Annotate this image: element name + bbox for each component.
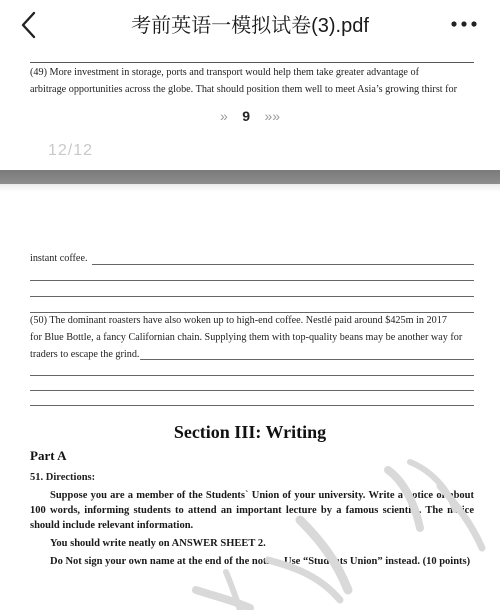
directions-label: 51. Directions:: [30, 472, 96, 483]
writing-directions: [30, 488, 474, 572]
answer-line: [92, 264, 474, 265]
question-49-line-2: arbitrage opportunities across the globe. That should position them well to meet Asia’s growing thirst for: [30, 84, 458, 95]
question-49-continuation: instant coffee.: [30, 253, 88, 264]
answer-line: [140, 359, 474, 360]
chevron-left-icon: [14, 8, 44, 42]
next-page-arrow[interactable]: »»: [264, 108, 281, 124]
page-indicator: [0, 108, 500, 128]
answer-line: [30, 375, 474, 376]
previous-page-arrow[interactable]: »: [219, 108, 228, 124]
directions-paragraph: Do Not sign your own name at the end of the notice. Use “Students Union” instead. (10 points): [50, 556, 471, 567]
more-options-button[interactable]: [450, 16, 478, 32]
app-top-bar: [0, 0, 500, 50]
answer-line: [30, 390, 474, 391]
directions-paragraph: Suppose you are a member of the Students` Union of your university. Write a notice of about 100 words, informing students to attend an important lecture by a famous scientist. The notice should include relevant information.: [30, 490, 474, 531]
section-title: Section III: Writing: [173, 422, 327, 442]
more-horizontal-icon: [450, 16, 478, 32]
document-title: 考前英语一模拟试卷(3).pdf: [131, 15, 369, 37]
question-50-line-3: traders to escape the grind.: [30, 349, 140, 360]
answer-line: [30, 62, 474, 63]
pdf-page-10[interactable]: [0, 184, 500, 610]
page-number: 9: [242, 108, 250, 124]
answer-line: [30, 405, 474, 406]
faint-page-counter: 12/12: [48, 142, 94, 159]
answer-line: [30, 296, 474, 297]
back-button[interactable]: [14, 8, 44, 42]
question-50-line-1: (50) The dominant roasters have also woken up to high-end coffee. Nestlé paid around $425m in 2017: [30, 315, 447, 326]
question-50-line-2: for Blue Bottle, a fancy Californian chain. Supplying them with top-quality beans may be another way for: [30, 332, 463, 343]
directions-paragraph: You should write neatly on ANSWER SHEET 2.: [50, 538, 266, 549]
page-separator: [0, 170, 500, 184]
answer-line: [30, 280, 474, 281]
part-title: Part A: [30, 448, 67, 463]
question-49-line-1: (49) More investment in storage, ports and transport would help them take greater advantage of: [30, 67, 419, 78]
